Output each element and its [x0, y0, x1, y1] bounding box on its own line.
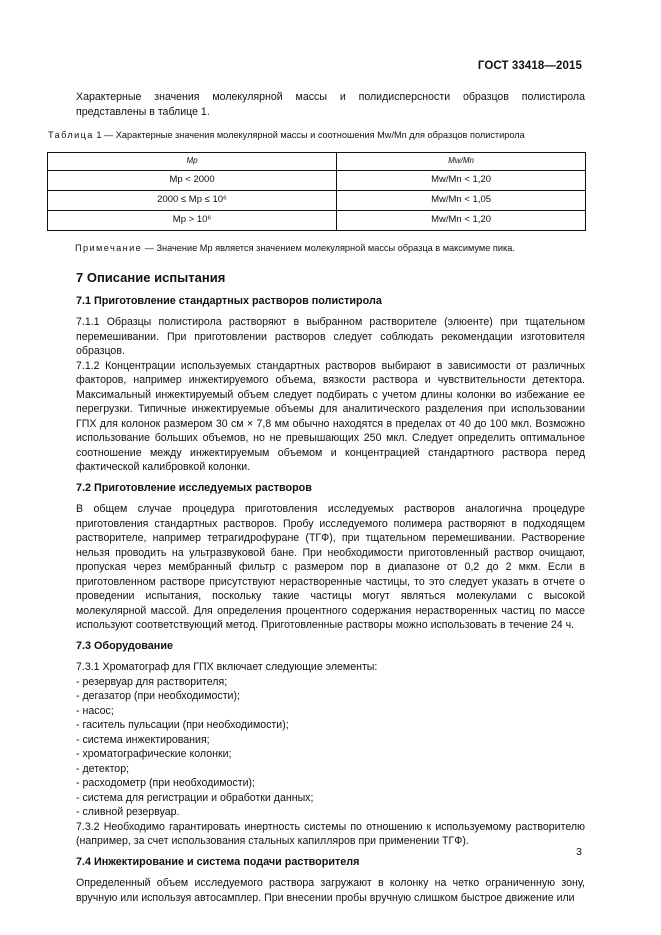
subsection-title: 7.3 Оборудование — [76, 639, 173, 652]
table-header-row — [48, 152, 586, 170]
note-label: Примечание — [75, 242, 143, 253]
paragraph: 7.3.1 Хроматограф для ГПХ включает следующие элементы: — [76, 661, 378, 673]
table-row — [48, 170, 586, 190]
table-caption — [48, 128, 585, 143]
list-item: - гаситель пульсации (при необходимости); — [76, 719, 289, 731]
paragraph: 7.3.2 Необходимо гарантировать инертность системы по отношению к используемому растворителю (например, за счет использования стальных капилляров при применении ТГФ). — [76, 820, 585, 847]
list-item: - сливной резервуар. — [76, 806, 180, 818]
data-table — [47, 152, 586, 231]
page-content — [48, 90, 585, 905]
section-title: 7 Описание испытания — [76, 270, 226, 285]
paragraph: 7.1.1 Образцы полистирола растворяют в выбранном растворителе (элюенте) при тщательном перемешивании. При приготовлении растворов следует соблюдать рекомендации изготовителя образцов. — [76, 316, 585, 357]
intro-paragraph: Характерные значения молекулярной массы и полидисперсности образцов полистирола представлены в таблице 1. — [76, 91, 585, 118]
list-item: - детектор; — [76, 762, 130, 775]
paragraph: В общем случае процедура приготовления исследуемых растворов аналогична процедуре приготовления стандартных растворов. Пробу исследуемого полимера растворяют в подходящем растворителе, например тетрагидрофуране (ТГФ), при тщательном перемешивании. Растворение нельзя проводить на ультразвуковой бане. При необходимости приготовленный раствор очищают, пропуская через мембранный фильтр с размером пор в диапазоне от 0,2 до 2 мкм. Если в приготовленном растворе присутствуют нерастворенные частицы, то это следует указать в отчете о проведении испытания, поскольку такие частицы могут являться молекулами с высокой молекулярной массой. Для определения процентного содержания нерастворенных частиц по массе используют соответствующий метод. Приготовленные растворы можно использовать в течение 24 ч. — [76, 503, 585, 631]
subsection-title: 7.4 Инжектирование и система подачи растворителя — [76, 855, 360, 868]
table-cell: Mp < 2000 — [48, 170, 337, 190]
list-item: - насос; — [76, 704, 114, 717]
table-cell: Mw/Mn < 1,05 — [337, 190, 586, 210]
list-item: - дегазатор (при необходимости); — [76, 690, 240, 702]
table-header-cell: Mp — [48, 152, 337, 170]
document-id: ГОСТ 33418—2015 — [477, 60, 582, 72]
paragraph: Определенный объем исследуемого раствора загружают в колонку на четко ограниченную зону, вручную или используя автосамплер. При внесении пробы вручную слишком быстрое движение или — [76, 877, 585, 904]
paragraph: 7.1.2 Концентрации используемых стандартных растворов выбирают в зависимости от различных факторов, например инжектируемого объема, вязкости раствора и чувствительности детектора. Максимальный инжектируемый объем следует подбирать с учетом длины колонки во избежание ее перегрузки. Типичные инжектируемые объемы для аналитического разделения при использовании ГПХ для колонок размером 30 см × 7,8 мм обычно находятся в пределах от 40 до 100 мкл. Возможно использование больших объемов, но не превышающих 250 мкл. Следует определить оптимальное соотношение между инжектируемым объемом и концентрацией стандартного раствора перед фактической калибровкой колонки. — [76, 359, 585, 473]
table-cell: 2000 ≤ Mp ≤ 10⁶ — [48, 190, 337, 210]
list-item: - расходометр (при необходимости); — [76, 777, 255, 789]
page-number: 3 — [576, 846, 582, 858]
list-item: - система инжектирования; — [76, 733, 210, 746]
note-text: — Значение Mp является значением молекулярной массы образца в максимуме пика. — [144, 242, 515, 253]
list-item: - система для регистрации и обработки данных; — [76, 791, 314, 804]
subsection-title: 7.1 Приготовление стандартных растворов полистирола — [76, 294, 382, 307]
table-cell: Mw/Mn < 1,20 — [337, 210, 586, 230]
list-item: - резервуар для растворителя; — [76, 675, 228, 688]
equipment-list — [76, 675, 585, 820]
table-note — [75, 241, 585, 256]
table-row — [48, 210, 586, 230]
table-cell: Mp > 10⁶ — [48, 210, 337, 230]
subsection-title: 7.2 Приготовление исследуемых растворов — [76, 481, 312, 494]
table-row — [48, 190, 586, 210]
list-item: - хроматографические колонки; — [76, 748, 232, 760]
table-cell: Mw/Mn < 1,20 — [337, 170, 586, 190]
table-header-cell: Mw/Mn — [337, 152, 586, 170]
table-caption-text: 1 — Характерные значения молекулярной массы и соотношения Mw/Mn для образцов полистирола — [96, 130, 525, 140]
table-caption-prefix: Таблица — [48, 130, 94, 140]
